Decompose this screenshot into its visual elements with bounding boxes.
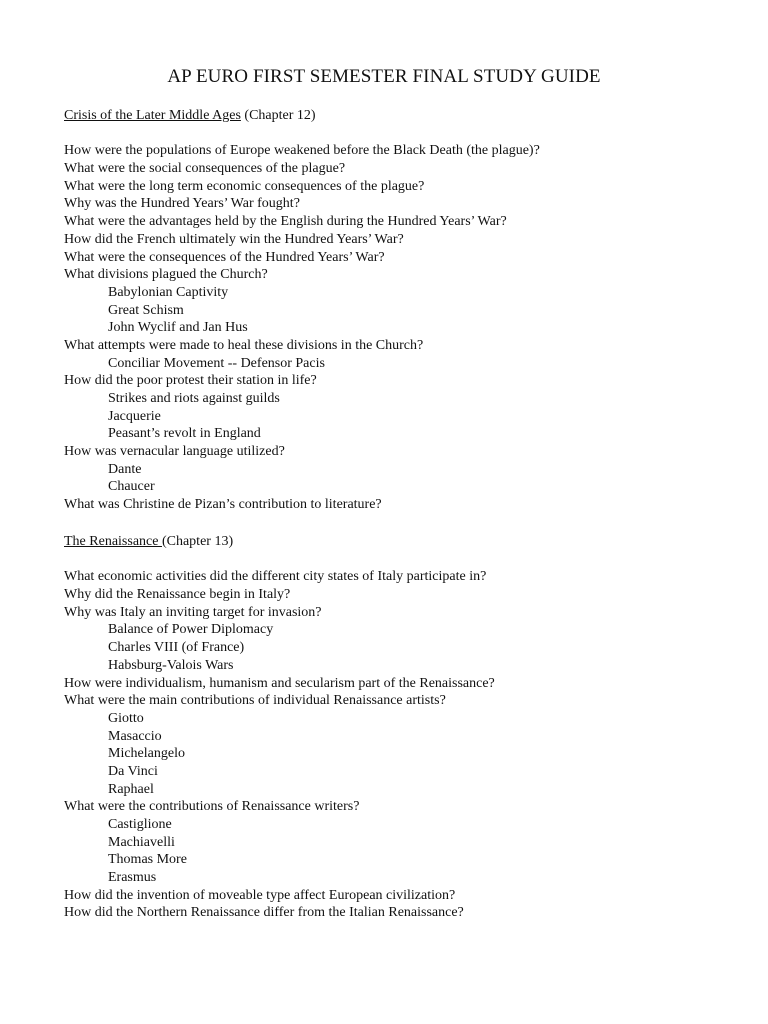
sub-topic-item: Masaccio [108, 728, 162, 744]
question-item: How did the invention of moveable type affect European civilization? [64, 887, 456, 903]
question-item: Why was Italy an inviting target for invasion? [64, 604, 322, 620]
section-heading [64, 107, 744, 125]
spacer [64, 125, 744, 143]
question-item: How did the poor protest their station in life? [64, 373, 317, 389]
sub-topic-item: Conciliar Movement -- Defensor Pacis [108, 355, 325, 371]
sub-topic-item: John Wyclif and Jan Hus [108, 320, 248, 336]
sub-topic-item: Balance of Power Diplomacy [108, 622, 274, 638]
question-item: What were the long term economic consequences of the plague? [64, 178, 425, 194]
sub-topic-item: Thomas More [108, 852, 187, 868]
question-item: What was Christine de Pizan’s contribution to literature? [64, 497, 382, 513]
sub-topic-item: Giotto [108, 710, 144, 726]
question-item: What were the main contributions of individual Renaissance artists? [64, 693, 446, 709]
sub-topic-item: Castiglione [108, 817, 172, 832]
question-item: How did the Northern Renaissance differ from the Italian Renaissance? [64, 905, 464, 921]
question-item: Why was the Hundred Years’ War fought? [64, 196, 300, 212]
sub-topic-item: Michelangelo [108, 746, 185, 762]
question-item: What were the consequences of the Hundred Years’ War? [64, 249, 385, 265]
sub-topic-item: Charles VIII (of France) [108, 640, 245, 656]
sub-topic-item: Machiavelli [108, 834, 175, 850]
question-item: How were individualism, humanism and secularism part of the Renaissance? [64, 675, 495, 691]
section-heading-chapter: (Chapter 12) [240, 108, 316, 123]
question-item: What were the social consequences of the plague? [64, 161, 346, 177]
question-item: Why did the Renaissance begin in Italy? [64, 587, 291, 603]
question-item: How did the French ultimately win the Hundred Years’ War? [64, 231, 404, 247]
question-item: How was vernacular language utilized? [64, 444, 285, 460]
sub-topic-item: Strikes and riots against guilds [108, 391, 280, 406]
section-heading-title: Crisis of the Later Middle Ages [64, 108, 241, 123]
sub-topic-item: Babylonian Captivity [108, 284, 229, 300]
page-title: AP EURO FIRST SEMESTER FINAL STUDY GUIDE [167, 66, 601, 87]
section-renaissance [64, 533, 744, 922]
sub-topic-item: Erasmus [108, 870, 157, 886]
question-list [64, 568, 744, 922]
section-heading-title: The Renaissance [64, 534, 162, 549]
sub-topic-item: Jacquerie [108, 408, 161, 424]
sub-topic-item: Peasant’s revolt in England [108, 426, 261, 442]
section-crisis-later-middle-ages [64, 107, 744, 514]
question-item: What economic activities did the different city states of Italy participate in? [64, 569, 487, 585]
question-item: What attempts were made to heal these divisions in the Church? [64, 337, 424, 353]
spacer [64, 551, 744, 569]
question-list [64, 142, 744, 513]
sub-topic-item: Da Vinci [108, 763, 158, 779]
section-heading-chapter: (Chapter 13) [161, 534, 234, 549]
question-item: How were the populations of Europe weakened before the Black Death (the plague)? [64, 143, 540, 159]
question-item: What were the contributions of Renaissance writers? [64, 799, 360, 815]
sub-topic-item: Chaucer [108, 479, 155, 495]
sub-topic-item: Habsburg-Valois Wars [108, 657, 234, 673]
question-item: What divisions plagued the Church? [64, 267, 268, 283]
sub-topic-item: Great Schism [108, 302, 184, 318]
sub-topic-item: Dante [108, 461, 142, 477]
section-heading [64, 533, 744, 551]
question-item: What were the advantages held by the English during the Hundred Years’ War? [64, 214, 507, 230]
sub-topic-item: Raphael [108, 781, 154, 797]
